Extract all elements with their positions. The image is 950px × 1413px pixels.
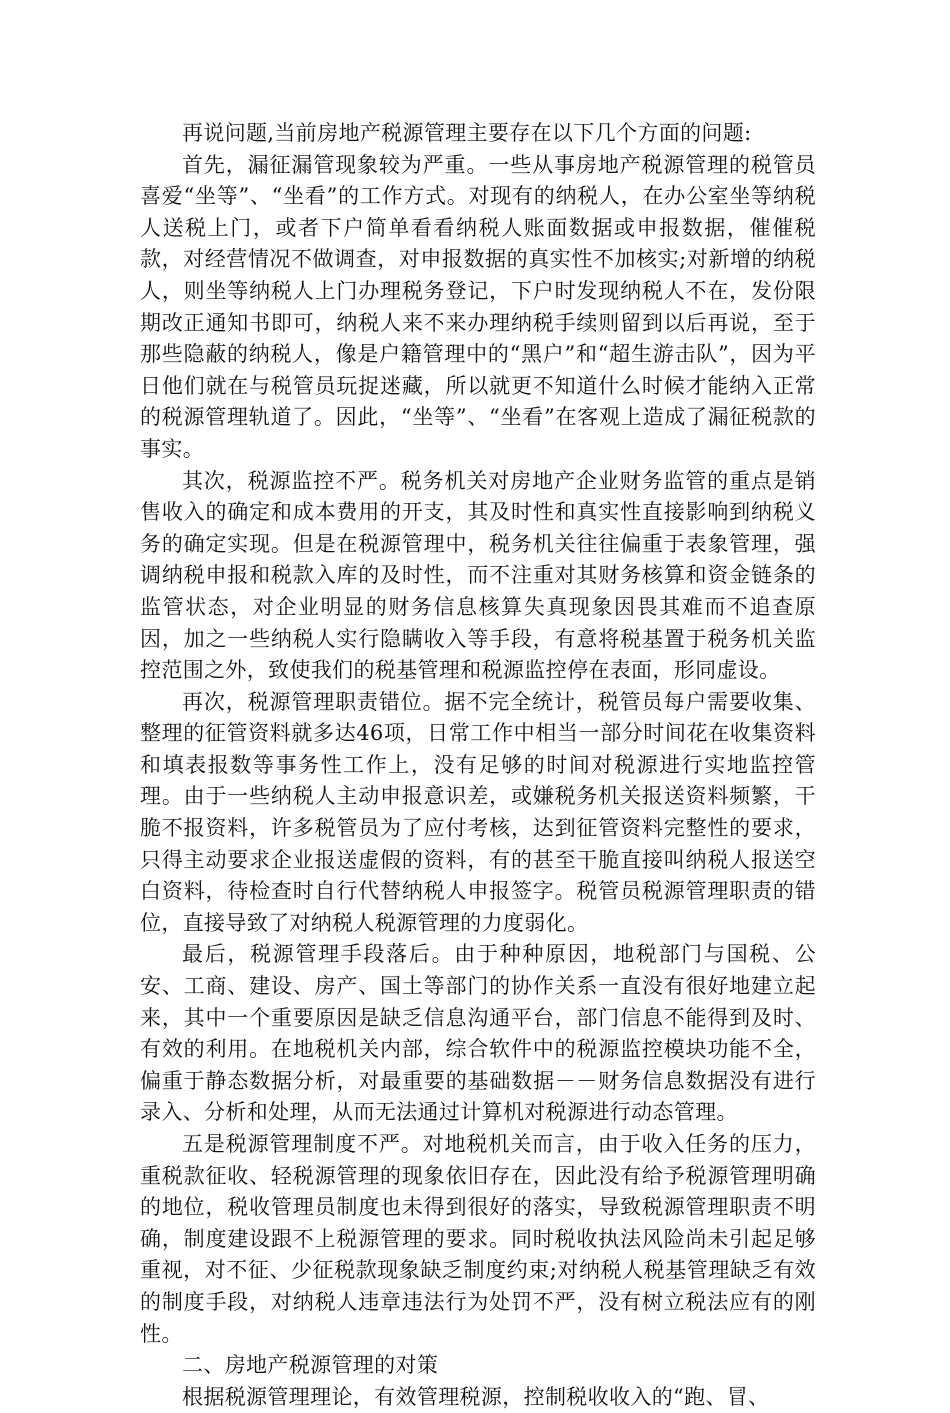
paragraph-third-issue: 再次，税源管理职责错位。据不完全统计，税管员每户需要收集、整理的征管资料就多达46项，日常工作中相当一部分时间花在收集资料和填表报数等事务性工作上，没有足够的时间对税源进行实地监控管理。由于一些纳税人主动申报意识差，或嫌税务机关报送资料频繁，干脆不报资料，许多税管员为了应付考核，达到征管资料完整性的要求，只得主动要求企业报送虚假的资料，有的甚至干脆直接叫纳税人报送空白资料，待检查时自行代替纳税人申报签字。税管员税源管理职责的错位，直接导致了对纳税人税源管理的力度弱化。 xyxy=(140,689,816,935)
paragraph-second-issue: 其次，税源监控不严。税务机关对房地产企业财务监管的重点是销售收入的确定和成本费用的开支，其及时性和真实性直接影响到纳税义务的确定实现。但是在税源管理中，税务机关往往偏重于表象管理，强调纳税申报和税款入库的及时性，而不注重对其财务核算和资金链条的监管状态，对企业明显的财务信息核算失真现象因畏其难而不追查原因，加之一些纳税人实行隐瞒收入等手段，有意将税基置于税务机关监控范围之外，致使我们的税基管理和税源监控停在表面，形同虚设。 xyxy=(140,468,816,683)
paragraph-countermeasures-start: 根据税源管理理论，有效管理税源，控制税收收入的“跑、冒、 xyxy=(182,1384,770,1409)
paragraph-fourth-issue: 最后，税源管理手段落后。由于种种原因，地税部门与国税、公安、工商、建设、房产、国土等部门的协作关系一直没有很好地建立起来，其中一个重要原因是缺乏信息沟通平台，部门信息不能得到及时、有效的利用。在地税机关内部，综合软件中的税源监控模块功能不全，偏重于静态数据分析，对最重要的基础数据－－财务信息数据没有进行录入、分析和处理，从而无法通过计算机对税源进行动态管理。 xyxy=(140,942,816,1125)
document-body xyxy=(140,118,816,1413)
paragraph-problems-intro: 再说问题,当前房地产税源管理主要存在以下几个方面的问题: xyxy=(182,121,752,145)
section-heading-countermeasures: 二、房地产税源管理的对策 xyxy=(182,1353,439,1378)
paragraph-fifth-issue: 五是税源管理制度不严。对地税机关而言，由于收入任务的压力，重税款征收、轻税源管理的现象依旧存在，因此没有给予税源管理明确的地位，税收管理员制度也未得到很好的落实，导致税源管理职责不明确，制度建设跟不上税源管理的要求。同时税收执法风险尚未引起足够重视，对不征、少征税款现象缺乏制度约束;对纳税人税基管理缺乏有效的制度手段，对纳税人违章违法行为处罚不严，没有树立税法应有的刚性。 xyxy=(140,1132,816,1346)
paragraph-first-issue: 首先，漏征漏管现象较为严重。一些从事房地产税源管理的税管员喜爱“坐等”、“坐看”的工作方式。对现有的纳税人，在办公室坐等纳税人送税上门，或者下户简单看看纳税人账面数据或申报数据，催催税款，对经营情况不做调查，对申报数据的真实性不加核实;对新增的纳税人，则坐等纳税人上门办理税务登记，下户时发现纳税人不在，发份限期改正通知书即可，纳税人来不来办理纳税手续则留到以后再说，至于那些隐蔽的纳税人，像是户籍管理中的“黑户”和“超生游击队”，因为平日他们就在与税管员玩捉迷藏，所以就更不知道什么时候才能纳入正常的税源管理轨道了。因此，“坐等”、“坐看”在客观上造成了漏征税款的事实。 xyxy=(140,152,816,461)
